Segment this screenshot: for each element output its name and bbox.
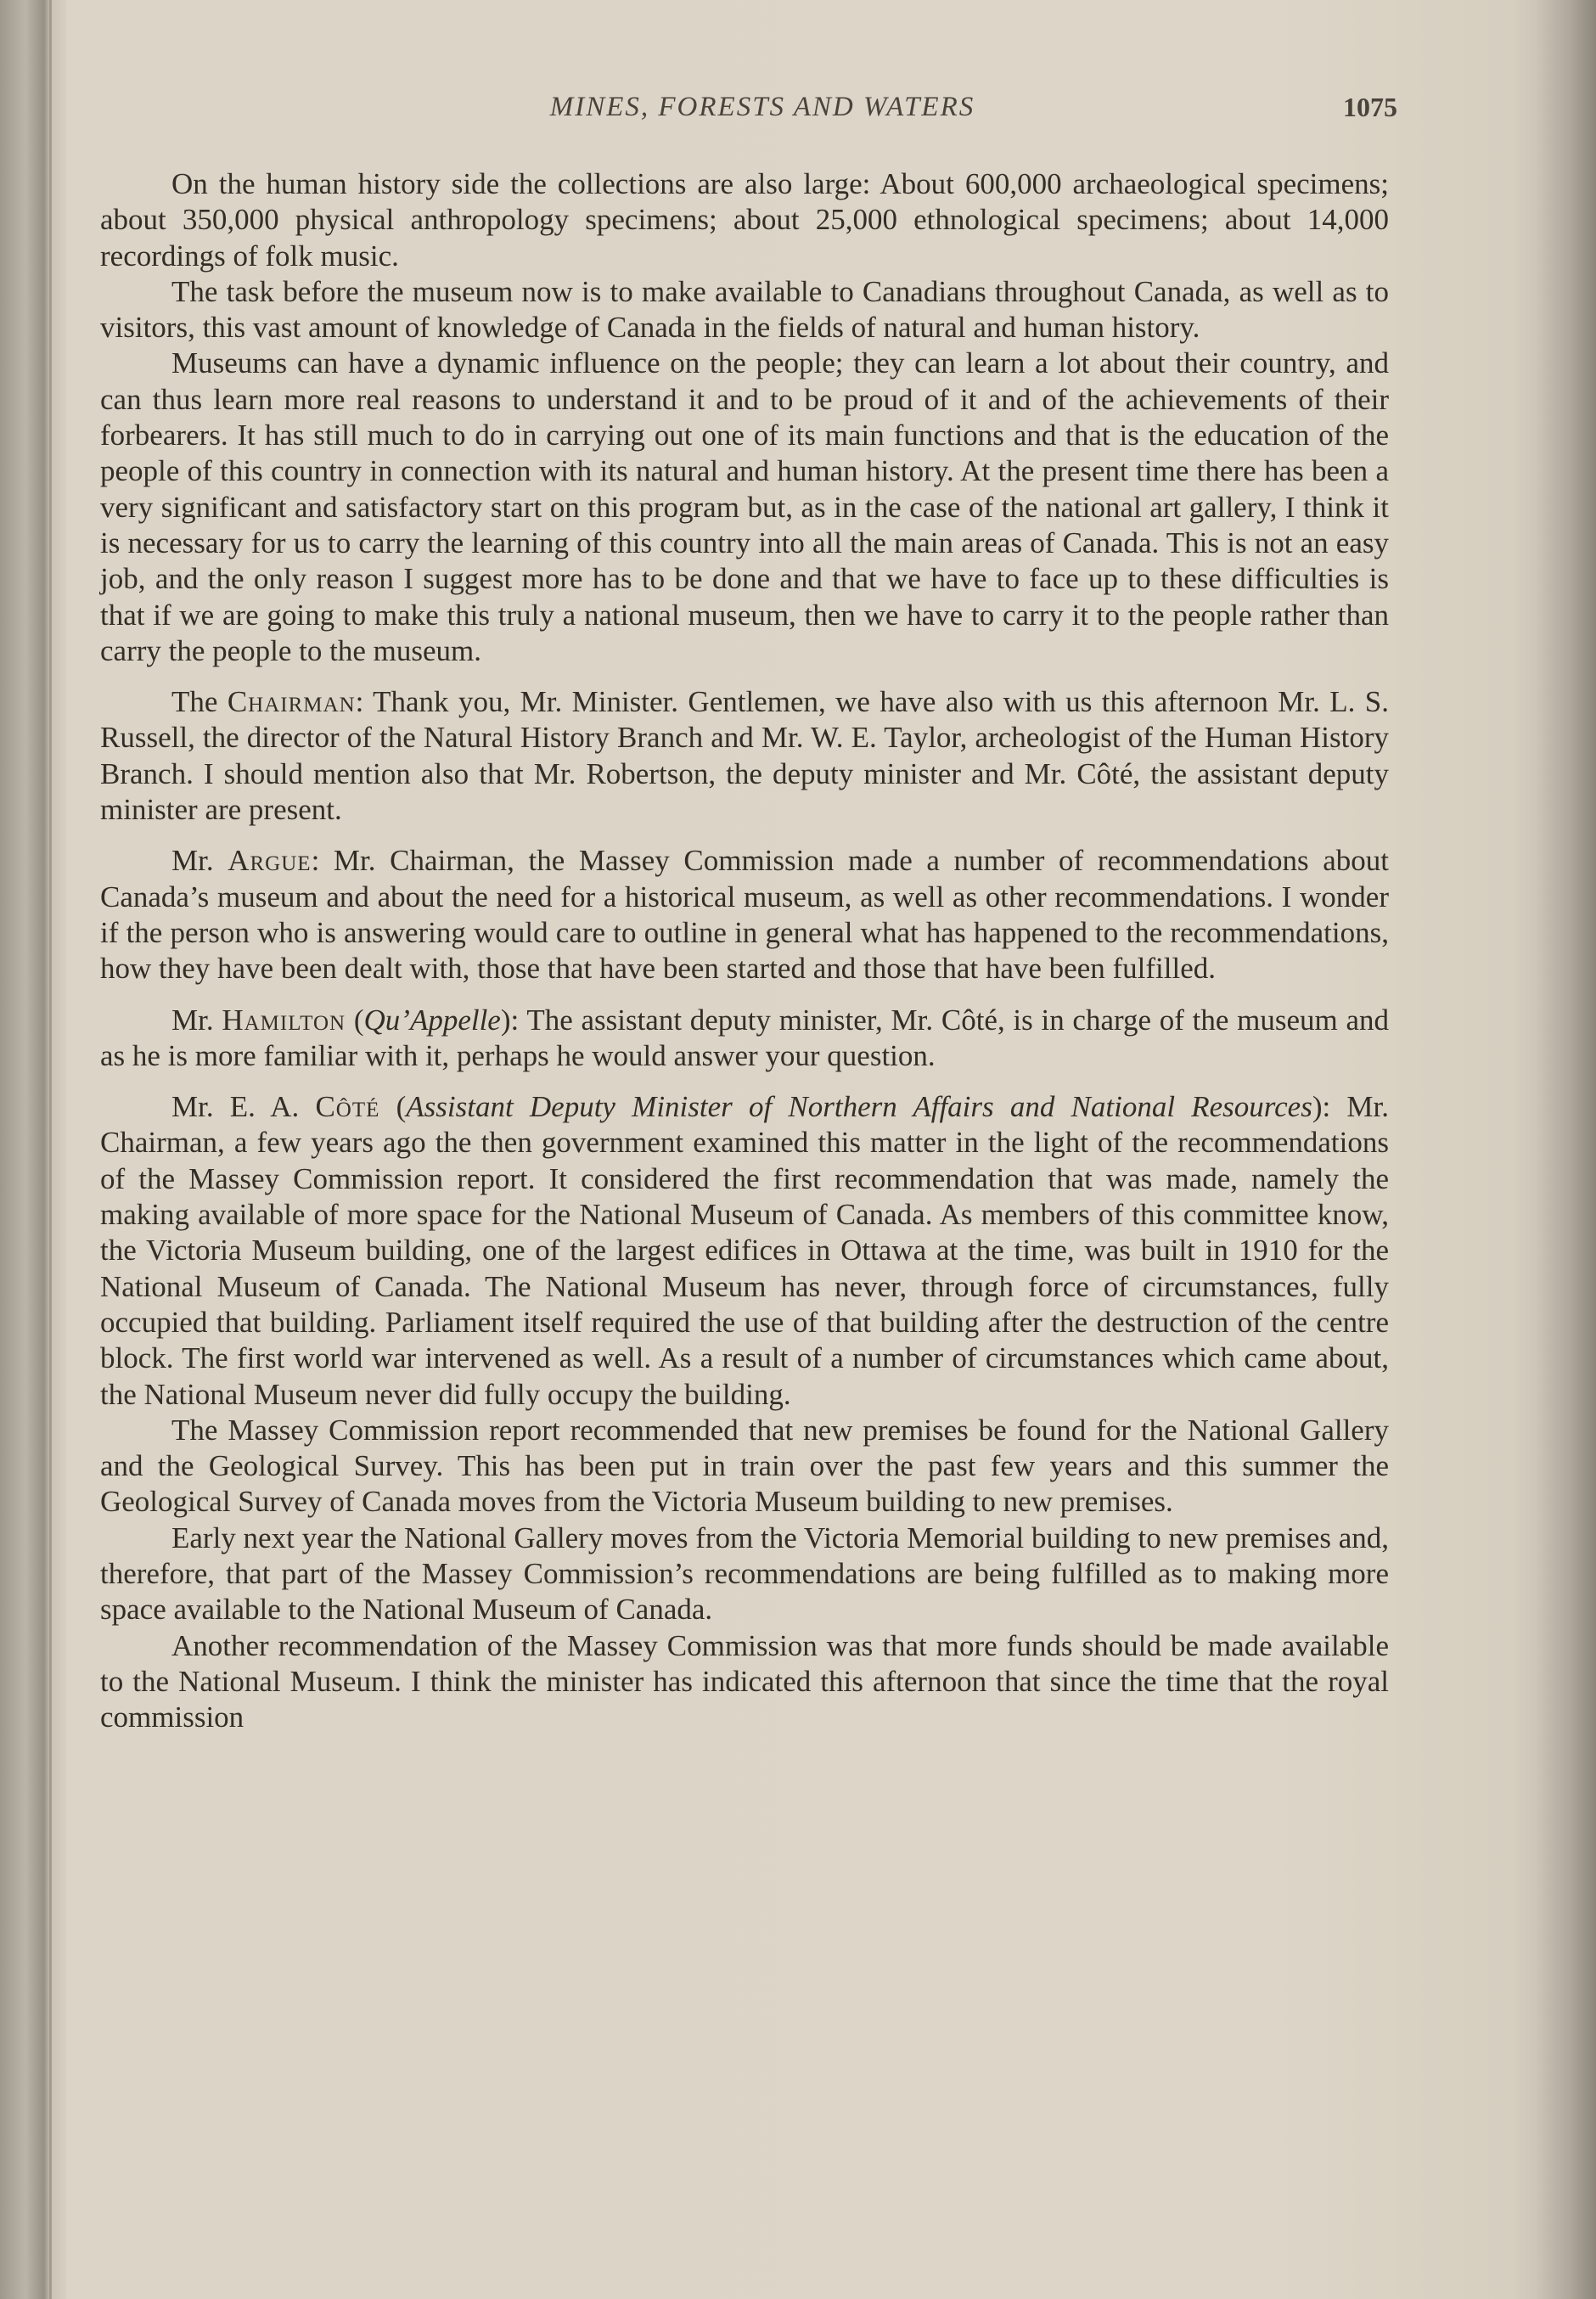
role-open: ( [379, 1090, 407, 1124]
paragraph-hamilton [100, 1003, 1389, 1075]
paragraph-funds: Another recommendation of the Massey Commission was that more funds should be made available to the National Museum. I think the minister has indicated this afternoon that since the time that the royal commission [100, 1628, 1389, 1734]
speaker-name: Hamilton [222, 1003, 346, 1037]
paragraph-cote [100, 1089, 1389, 1413]
page-number: 1075 [1343, 92, 1397, 122]
speaker-prefix: Mr. E. A. [171, 1090, 316, 1124]
running-title: MINES, FORESTS AND WATERS [549, 92, 975, 122]
speaker-name: Chairman [227, 685, 356, 719]
binding-gutter-line [49, 0, 52, 2299]
paragraph-national-gallery: Early next year the National Gallery moves from the Victoria Memorial building to new premises and, therefore, that part of the Massey Commission’s recommendations are being fulfilled as to making more space available to the National Museum of Canada. [100, 1520, 1389, 1627]
page-right-edge [1537, 0, 1596, 2299]
page-header [100, 92, 1397, 134]
paragraph-argue [100, 843, 1389, 986]
riding-open: ( [346, 1003, 364, 1037]
speaker-prefix: Mr. [171, 844, 228, 878]
speaker-role: Assistant Deputy Minister of Northern Affairs and National Resources [406, 1090, 1312, 1124]
speaker-name: Côté [315, 1090, 380, 1124]
book-binding-edge [0, 0, 66, 2299]
paragraph-museum-task: The task before the museum now is to make available to Canadians throughout Canada, as well as to visitors, this vast amount of knowledge of Canada in the fields of natural and human history. [100, 274, 1389, 345]
speech-text: ): The assistant deputy minister, Mr. Côté, is in charge of the museum and as he is more familiar with it, perhaps he would answer your question. [100, 1003, 1390, 1072]
speaker-riding: Qu’Appelle [363, 1003, 501, 1037]
document-body [100, 166, 1389, 1735]
speech-text: : Thank you, Mr. Minister. Gentlemen, we have also with us this afternoon Mr. L. S. Russell, the director of the Natural History Branch and Mr. W. E. Taylor, archeologist of the Human History Branch. I should mention also that Mr. Robertson, the deputy minister and Mr. Côté, the assistant deputy minister are present. [100, 685, 1389, 827]
paragraph-museum-influence: Museums can have a dynamic influence on the people; they can learn a lot about their country, and can thus learn more real reasons to understand it and to be proud of it and of the achievements of their forbearers. It has still much to do in carrying out one of its main functions and that is the education of the people of this country in connection with its natural and human history. At the present time there has been a very significant and satisfactory start on this program but, as in the case of the national art gallery, I think it is necessary for us to carry the learning of this country into all the main areas of Canada. This is not an easy job, and the only reason I suggest more has to be done and that we have to face up to these difficulties is that if we are going to make this truly a national museum, then we have to carry it to the people rather than carry the people to the museum. [100, 346, 1389, 667]
speaker-prefix: The [171, 685, 228, 719]
paragraph-chairman [100, 684, 1389, 828]
speaker-prefix: Mr. [171, 1003, 222, 1037]
speaker-name: Argue [228, 844, 312, 878]
speech-text: ): Mr. Chairman, a few years ago the then government examined this matter in the light of the recommendations of the Massey Commission report. It considered the first recommendation that was made, namely the making available of more space for the National Museum of Canada. As members of this committee know, the Victoria Museum building, one of the largest edifices in Ottawa at the time, was built in 1910 for the National Museum of Canada. The National Museum has never, through force of circumstances, fully occupied that building. Parliament itself required the use of that building after the destruction of the centre block. The first world war intervened as well. As a result of a number of circumstances which came about, the National Museum never did fully occupy the building. [100, 1090, 1390, 1411]
speech-text: : Mr. Chairman, the Massey Commission made a number of recommendations about Canada’s museum and about the need for a historical museum, as well as other recommendations. I wonder if the person who is answering would care to outline in general what has happened to the recommendations, how they have been dealt with, those that have been started and those that have been fulfilled. [100, 844, 1389, 986]
paragraph-new-premises: The Massey Commission report recommended that new premises be found for the National Gallery and the Geological Survey. This has been put in train over the past few years and this summer the Geological Survey of Canada moves from the Victoria Museum building to new premises. [100, 1413, 1389, 1519]
paragraph-human-history: On the human history side the collections are also large: About 600,000 archaeological specimens; about 350,000 physical anthropology specimens; about 25,000 ethnological specimens; about 14,000 recordings of folk music. [100, 167, 1389, 273]
